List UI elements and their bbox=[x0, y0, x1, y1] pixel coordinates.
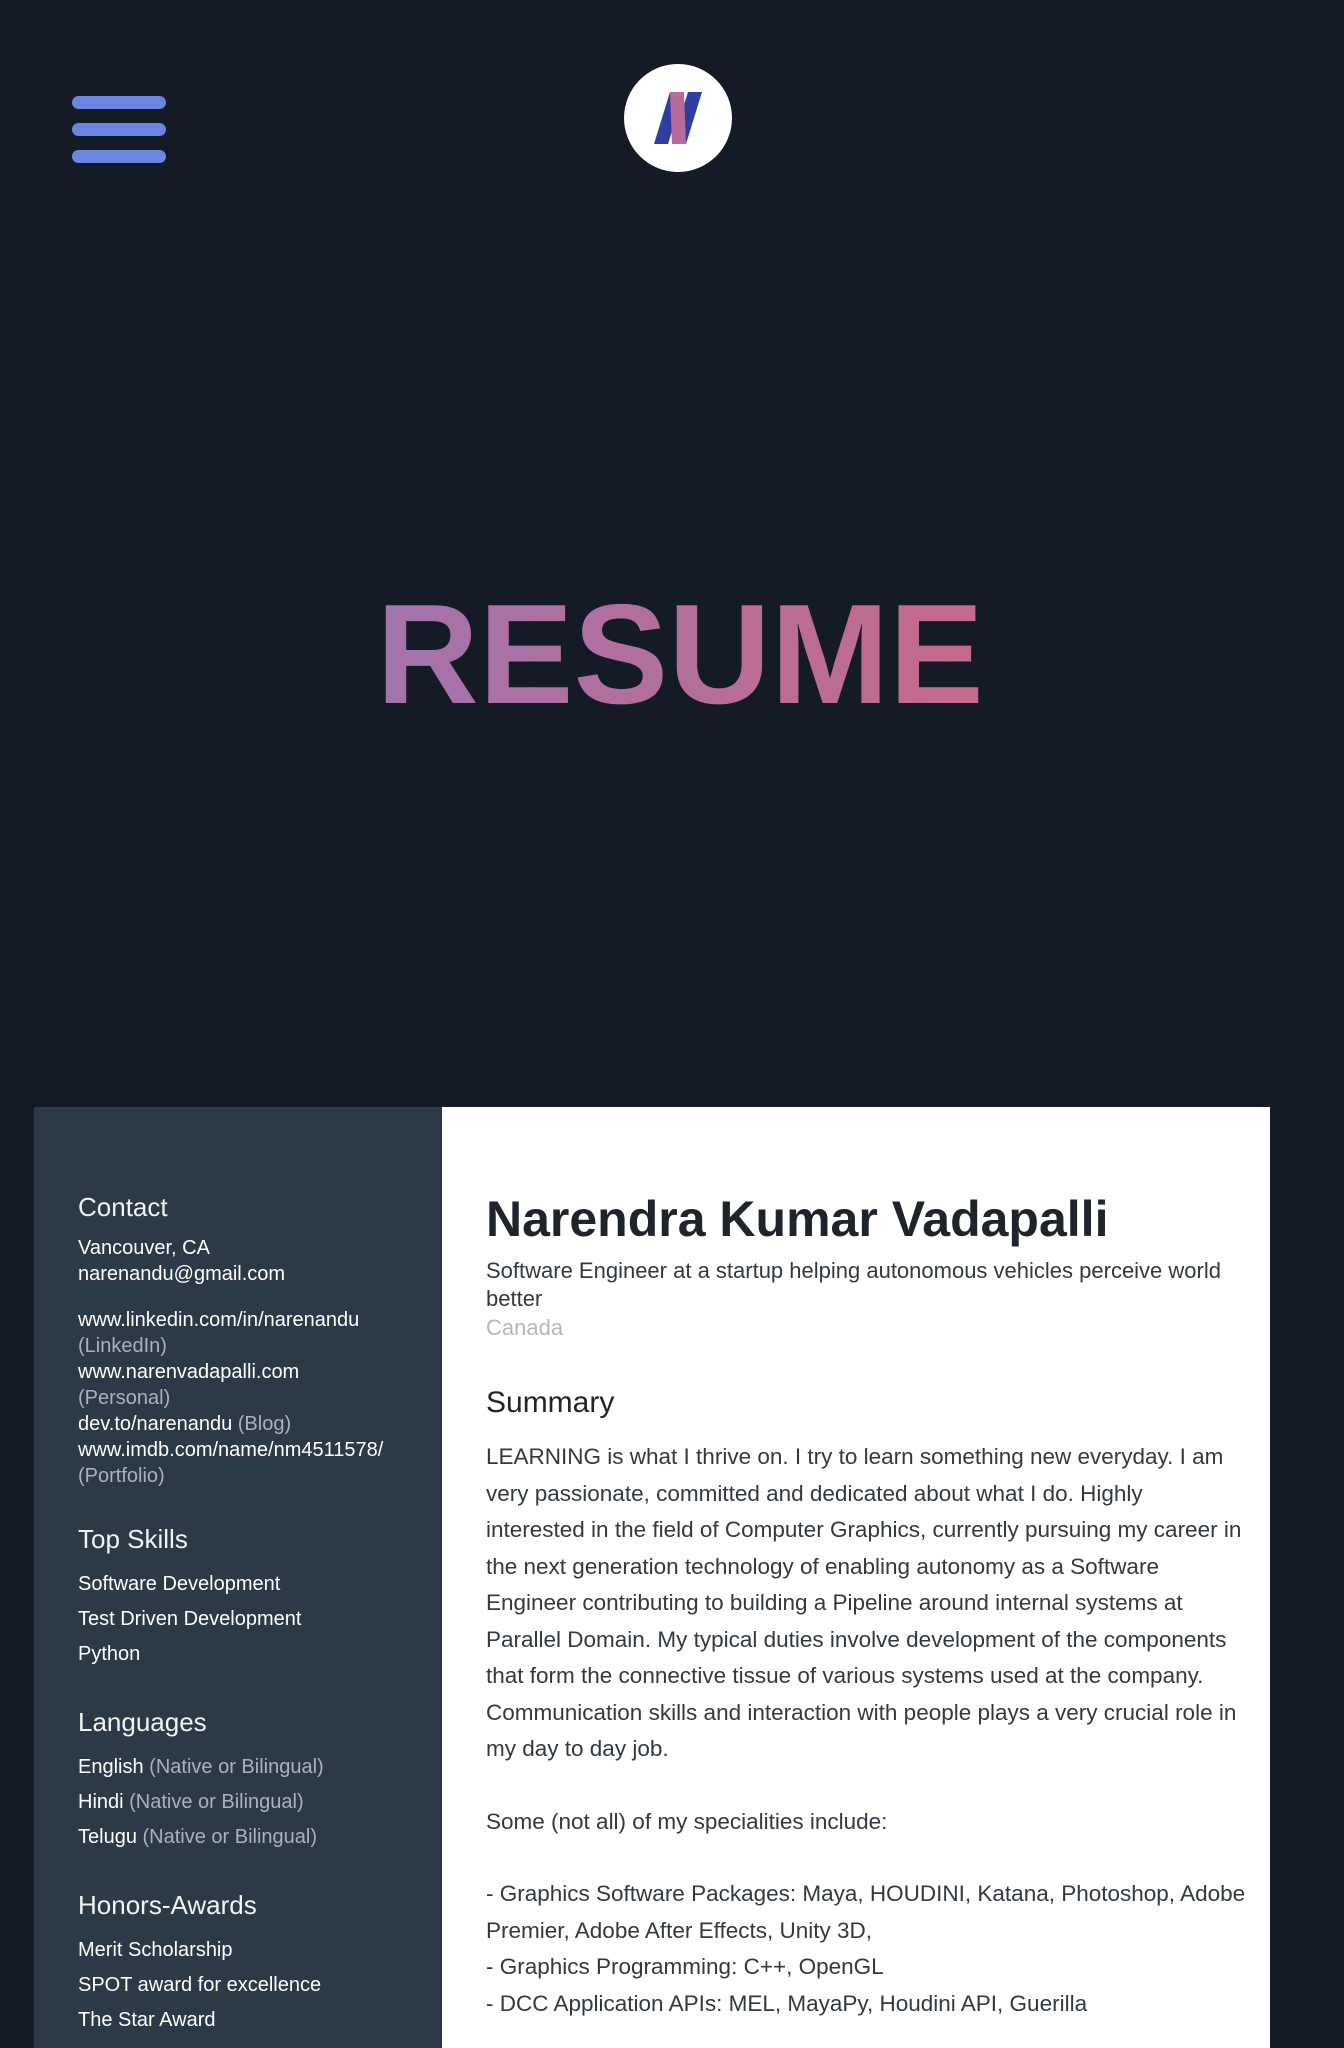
personal-link[interactable]: www.narenvadapalli.com bbox=[78, 1361, 300, 1383]
blog-link[interactable]: dev.to/narenandu bbox=[78, 1413, 233, 1435]
page-title: RESUME bbox=[0, 575, 1344, 735]
top-skills-section bbox=[78, 1523, 438, 1672]
honor-item: Merit Scholarship bbox=[78, 1939, 233, 1961]
specialities-intro: Some (not all) of my specialities include: bbox=[486, 1808, 888, 1834]
menu-bar-top bbox=[72, 96, 166, 109]
languages-section bbox=[78, 1706, 438, 1855]
person-name: Narendra Kumar Vadapalli bbox=[486, 1191, 1109, 1247]
hamburger-menu-icon[interactable] bbox=[72, 96, 168, 166]
linkedin-note: (LinkedIn) bbox=[78, 1335, 167, 1357]
language-name: English bbox=[78, 1756, 144, 1778]
skill-item: Software Development bbox=[78, 1573, 281, 1595]
resume-main bbox=[442, 1107, 1270, 2048]
speciality-item: - Graphics Programming: C++, OpenGL bbox=[486, 1954, 884, 1979]
n-logo-icon[interactable] bbox=[624, 64, 732, 172]
blog-note: (Blog) bbox=[237, 1413, 292, 1435]
top-skills-heading: Top Skills bbox=[78, 1524, 188, 1554]
language-name: Telugu bbox=[78, 1826, 137, 1848]
language-level: (Native or Bilingual) bbox=[142, 1826, 318, 1848]
language-item bbox=[78, 1820, 438, 1855]
speciality-item: - Graphics Software Packages: Maya, HOUDINI, Katana, Photoshop, Adobe Premier, Adobe After Effects, Unity 3D, bbox=[486, 1881, 1246, 1943]
summary-paragraph: LEARNING is what I thrive on. I try to learn something new everyday. I am very passionate, committed and dedicated about what I do. Highly interested in the field of Computer Graphics, currently pursuing my career in the next generation technology of enabling autonomy as a Software Engineer contributing to building a Pipeline around internal systems at Parallel Domain. My typical duties involve development of the components that form the connective tissue of various systems used at the company. Communication skills and interaction with people plays a very crucial role in my day to day job. bbox=[486, 1444, 1242, 1761]
contact-section bbox=[78, 1191, 438, 1489]
resume-sidebar bbox=[34, 1107, 442, 2048]
linkedin-link[interactable]: www.linkedin.com/in/narenandu bbox=[78, 1309, 360, 1331]
summary-heading: Summary bbox=[486, 1386, 615, 1419]
honor-item: SPOT award for excellence bbox=[78, 1974, 322, 1996]
logo-graphic bbox=[624, 64, 732, 172]
resume-document bbox=[34, 1107, 1270, 2048]
language-name: Hindi bbox=[78, 1791, 124, 1813]
skill-item: Test Driven Development bbox=[78, 1608, 302, 1630]
person-headline: Software Engineer at a startup helping autonomous vehicles perceive world better bbox=[486, 1258, 1221, 1311]
contact-location: Vancouver, CA bbox=[78, 1237, 210, 1259]
menu-bar-bottom bbox=[72, 150, 166, 163]
language-item bbox=[78, 1785, 438, 1820]
languages-heading: Languages bbox=[78, 1707, 207, 1737]
menu-bar-middle bbox=[72, 123, 166, 136]
speciality-item: - DCC Application APIs: MEL, MayaPy, Houdini API, Guerilla bbox=[486, 1990, 1088, 2016]
portfolio-link[interactable]: www.imdb.com/name/nm4511578/ bbox=[78, 1439, 384, 1461]
blog-link-row bbox=[78, 1411, 438, 1437]
language-level: (Native or Bilingual) bbox=[129, 1791, 304, 1813]
language-item bbox=[78, 1750, 438, 1785]
personal-note: (Personal) bbox=[78, 1387, 171, 1409]
contact-heading: Contact bbox=[78, 1192, 168, 1222]
contact-email[interactable]: narenandu@gmail.com bbox=[78, 1263, 286, 1285]
honors-section bbox=[78, 1889, 438, 2038]
language-level: (Native or Bilingual) bbox=[149, 1756, 324, 1778]
person-location: Canada bbox=[486, 1315, 564, 1340]
honor-item: The Star Award bbox=[78, 2009, 216, 2031]
skill-item: Python bbox=[78, 1643, 141, 1665]
honors-heading: Honors-Awards bbox=[78, 1890, 257, 1920]
portfolio-note: (Portfolio) bbox=[78, 1465, 165, 1487]
